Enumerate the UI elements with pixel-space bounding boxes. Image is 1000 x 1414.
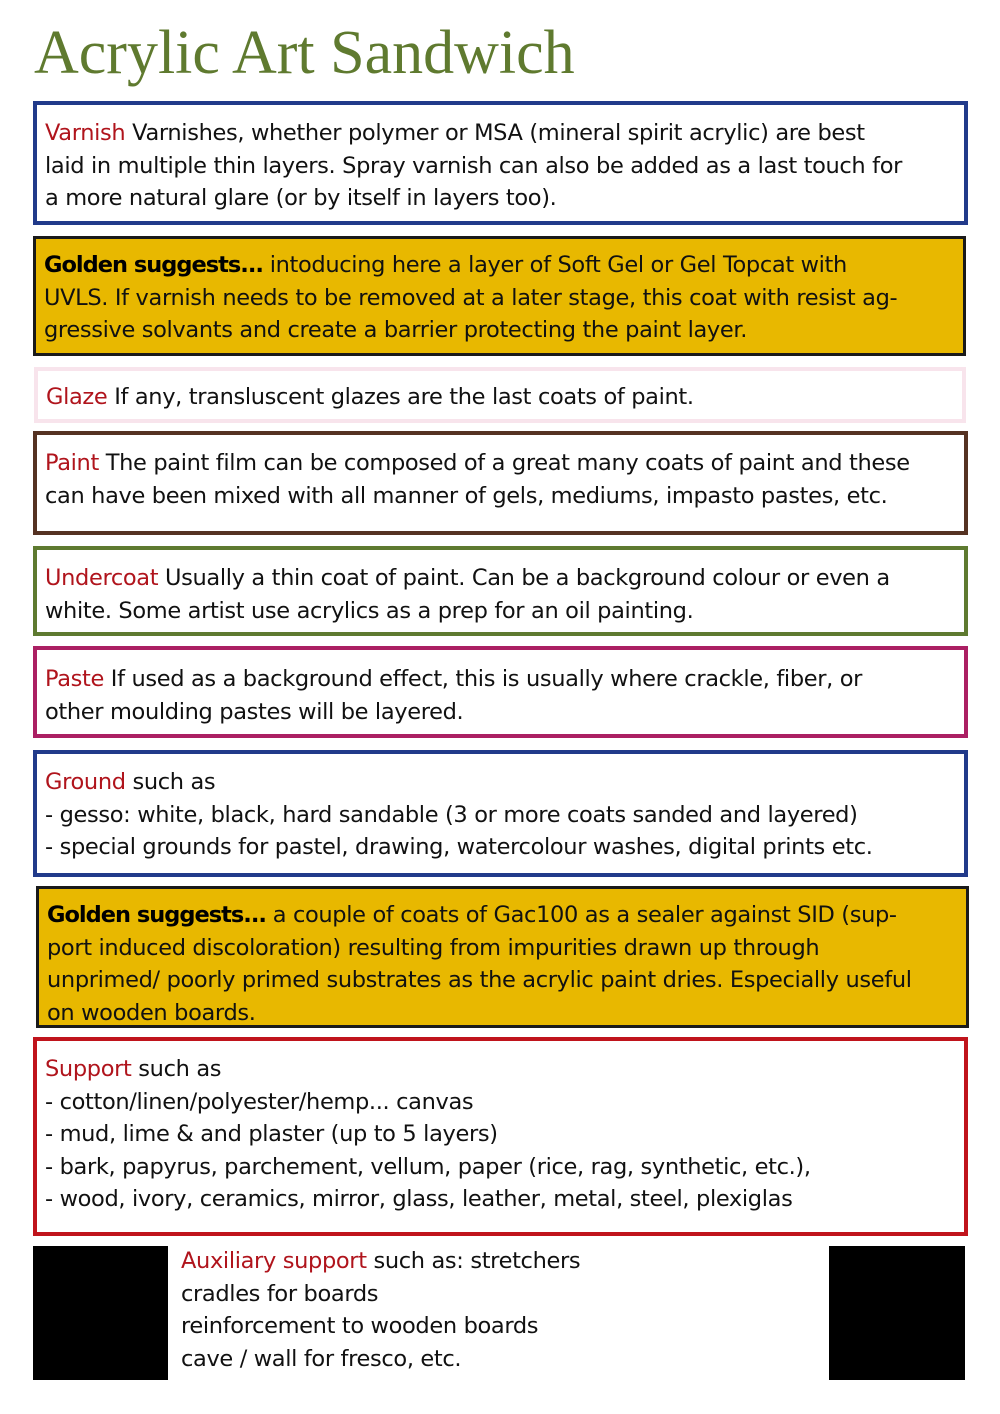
paste-line-2: other moulding pastes will be layered. [45, 698, 464, 725]
undercoat-line-2: white. Some artist use acrylics as a prep for an oil painting. [45, 597, 694, 624]
golden1-line-1: Golden suggests... intoducing here a layer of Soft Gel or Gel Topcat with [44, 252, 847, 278]
golden2-label: Golden suggests... [47, 902, 266, 928]
aux-line-2: cradles for boards [181, 1280, 379, 1307]
glaze-box [34, 367, 966, 423]
golden-suggests-box-2 [36, 886, 969, 1028]
glaze-line-1: Glaze If any, transluscent glazes are the last coats of paint. [46, 384, 694, 410]
auxiliary-label: Auxiliary support [181, 1248, 367, 1274]
golden2-line-2: port induced discoloration) resulting from impurities drawn up through [47, 934, 820, 961]
paint-line-1: Paint The paint film can be composed of a great many coats of paint and these [45, 450, 910, 476]
varnish-box [33, 101, 968, 225]
ground-box [33, 750, 968, 877]
aux-line-1: Auxiliary support such as: stretchers [181, 1248, 581, 1274]
golden-suggests-box-1 [33, 236, 966, 356]
paste-box [33, 646, 968, 738]
golden1-line-3: gressive solvants and create a barrier protecting the paint layer. [44, 317, 748, 343]
support-line-4: - bark, papyrus, parchement, vellum, paper (rice, rag, synthetic, etc.), [45, 1153, 811, 1180]
undercoat-box [33, 546, 968, 636]
golden1-line-2: UVLS. If varnish needs to be removed at a later stage, this coat with resist ag- [44, 284, 898, 311]
support-line-5: - wood, ivory, ceramics, mirror, glass, leather, metal, steel, plexiglas [45, 1186, 793, 1212]
aux-line-3: reinforcement to wooden boards [181, 1313, 539, 1339]
support-line-1: Support such as [45, 1056, 222, 1082]
paste-label: Paste [45, 666, 104, 692]
golden2-line-1: Golden suggests... a couple of coats of Gac100 as a sealer against SID (sup- [47, 902, 897, 928]
varnish-line-2: laid in multiple thin layers. Spray varnish can also be added as a last touch for [45, 152, 903, 179]
glaze-label: Glaze [46, 384, 108, 410]
support-line-2: - cotton/linen/polyester/hemp... canvas [45, 1088, 474, 1115]
aux-line-4: cave / wall for fresco, etc. [181, 1345, 462, 1372]
paste-line-1: Paste If used as a background effect, this is usually where crackle, fiber, or [45, 666, 863, 692]
support-label: Support [45, 1056, 132, 1082]
ground-line-3: - special grounds for pastel, drawing, watercolour washes, digital prints etc. [45, 834, 873, 860]
auxiliary-support-text [181, 1245, 801, 1375]
support-box [33, 1037, 968, 1236]
paint-line-2: can have been mixed with all manner of gels, mediums, impasto pastes, etc. [45, 482, 888, 509]
paint-label: Paint [45, 450, 99, 476]
ground-line-1: Ground such as [45, 769, 216, 795]
varnish-label: Varnish [45, 120, 126, 146]
golden2-line-4: on wooden boards. [47, 999, 256, 1026]
page-title: Acrylic Art Sandwich [34, 19, 575, 87]
paint-box [33, 431, 968, 535]
varnish-line-3: a more natural glare (or by itself in layers too). [45, 185, 557, 211]
golden2-line-3: unprimed/ poorly primed substrates as the acrylic paint dries. Especially useful [47, 967, 912, 993]
undercoat-label: Undercoat [45, 565, 159, 591]
left-black-block [33, 1246, 168, 1380]
varnish-line-1: Varnish Varnishes, whether polymer or MSA (mineral spirit acrylic) are best [45, 120, 865, 146]
ground-label: Ground [45, 769, 126, 795]
support-line-3: - mud, lime & and plaster (up to 5 layers) [45, 1121, 498, 1147]
undercoat-line-1: Undercoat Usually a thin coat of paint. Can be a background colour or even a [45, 565, 890, 591]
right-black-block [829, 1246, 965, 1380]
golden1-label: Golden suggests... [44, 252, 263, 278]
ground-line-2: - gesso: white, black, hard sandable (3 or more coats sanded and layered) [45, 801, 858, 828]
